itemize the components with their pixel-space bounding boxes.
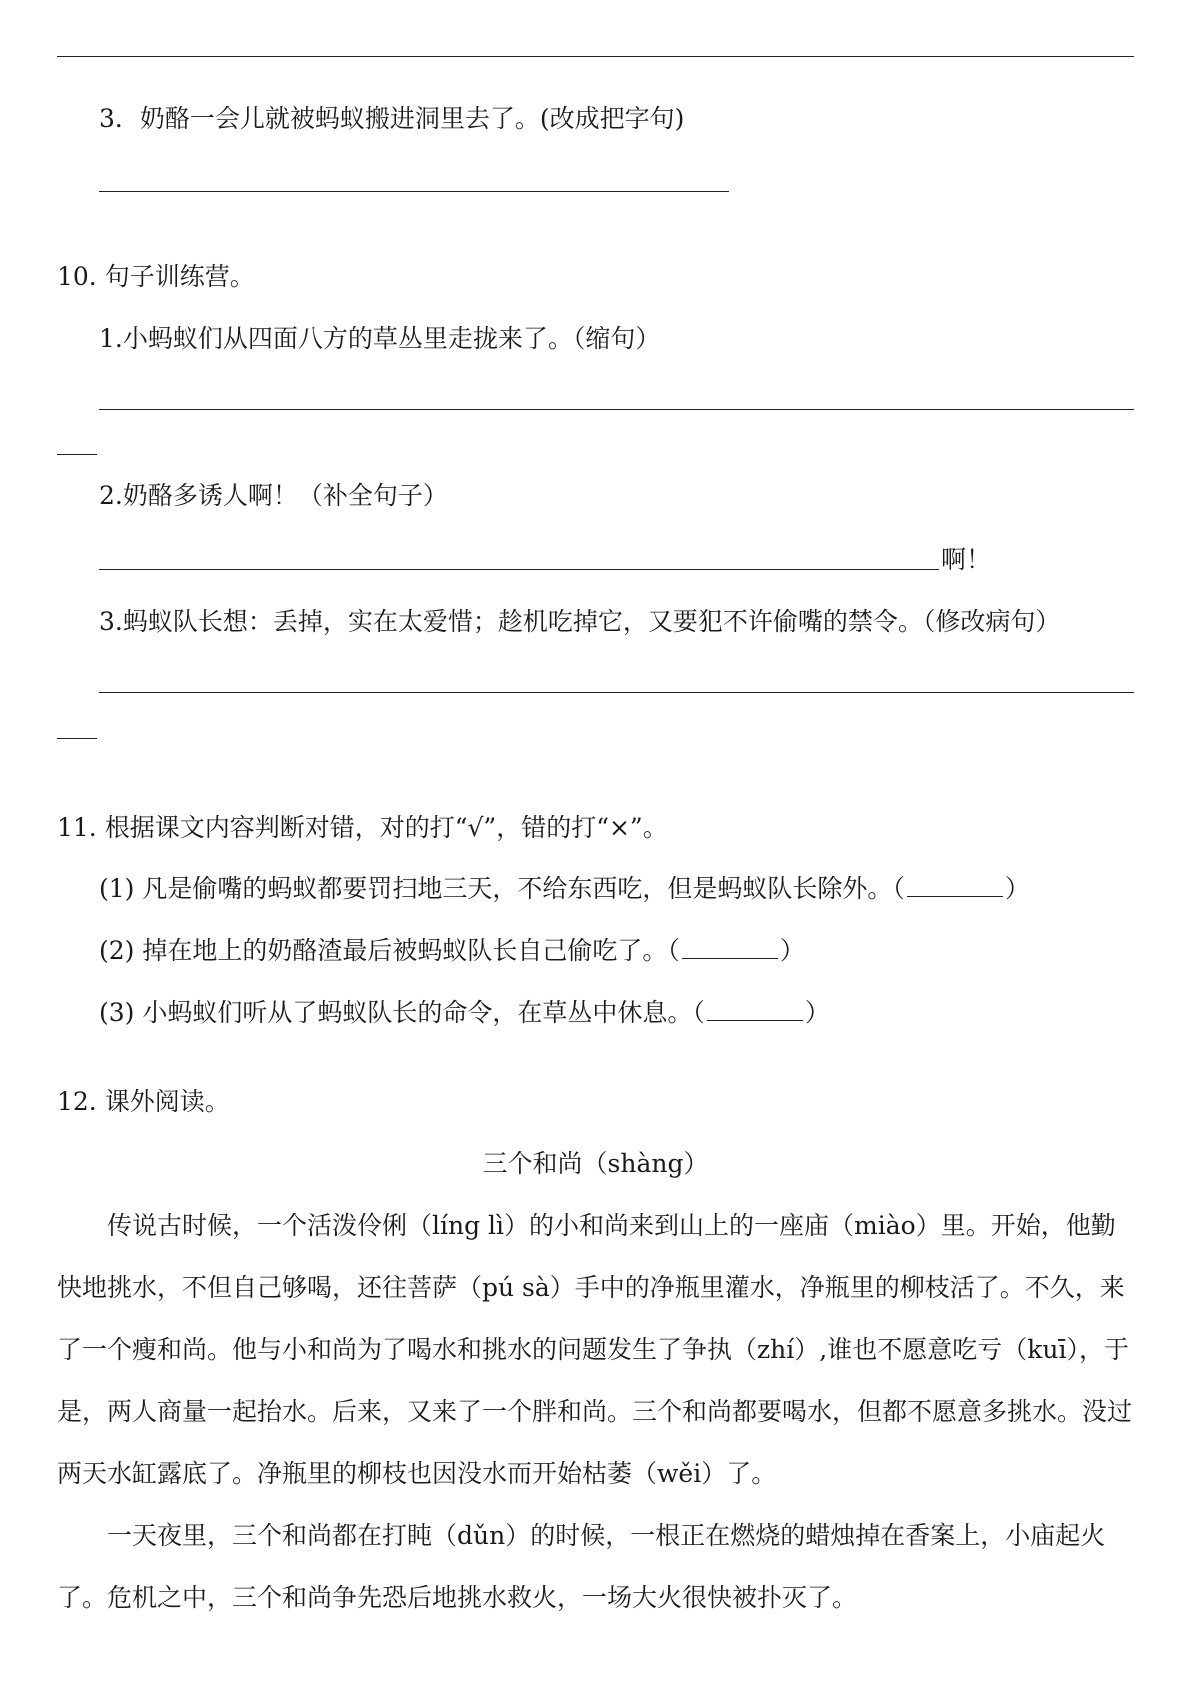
question-10-1: 1.小蚂蚁们从四面八方的草丛里走拢来了。（缩句）: [99, 324, 661, 353]
answer-line-10-1[interactable]: [99, 409, 1134, 410]
judge-item-text: (1) 凡是偷嘴的蚂蚁都要罚扫地三天，不给东西吃，但是蚂蚁队长除外。（: [99, 874, 905, 903]
judge-item-2: [99, 936, 805, 966]
judge-item-close: ）: [1004, 874, 1030, 903]
judge-answer-blank[interactable]: [707, 998, 803, 1021]
question-12-heading: 12. 课外阅读。: [57, 1087, 230, 1116]
question-11-heading: 11. 根据课文内容判断对错，对的打“√”，错的打“×”。: [57, 813, 668, 842]
question-10-2: 2.奶酪多诱人啊！（补全句子）: [99, 481, 448, 510]
passage-paragraph-2: 一天夜里，三个和尚都在打盹（dǔn）的时候，一根正在燃烧的蜡烛掉在香案上，小庙起火了。危机之中，三个和尚争先恐后地挑水救火，一场大火很快被扑灭了。: [57, 1521, 1106, 1612]
judge-item-text: (3) 小蚂蚁们听从了蚂蚁队长的命令，在草丛中休息。（: [99, 998, 705, 1027]
question-10-3: 3.蚂蚁队长想：丢掉，实在太爱惜；趁机吃掉它，又要犯不许偷嘴的禁令。（修改病句）: [99, 607, 1061, 636]
answer-line-10-3-tail[interactable]: [57, 738, 97, 739]
answer-line-9-3[interactable]: [99, 191, 729, 192]
judge-answer-blank[interactable]: [682, 936, 778, 959]
answer-line-10-3[interactable]: [99, 692, 1134, 693]
answer-line-10-2[interactable]: [99, 569, 939, 570]
judge-item-close: ）: [779, 936, 805, 965]
question-9-3: 3．奶酪一会儿就被蚂蚁搬进洞里去了。(改成把字句): [99, 104, 685, 133]
passage-title: 三个和尚（shàng）: [482, 1149, 709, 1178]
judge-item-3: [99, 998, 830, 1028]
question-10-2-suffix: 啊！: [941, 545, 992, 574]
passage-paragraph-1: 传说古时候，一个活泼伶俐（líng lì）的小和尚来到山上的一座庙（miào）里。开始，他勤快地挑水，不但自己够喝，还往菩萨（pú sà）手中的净瓶里灌水，净瓶里的柳枝活了。不久，来了一个瘦和尚。他与小和尚为了喝水和挑水的问题发生了争执（zhí）,谁也不愿意吃亏（kuī），于是，两人商量一起抬水。后来，又来了一个胖和尚。三个和尚都要喝水，但都不愿意多挑水。没过两天水缸露底了。净瓶里的柳枝也因没水而开始枯萎（wěi）了。: [57, 1211, 1133, 1488]
judge-item-1: [99, 874, 1030, 904]
judge-answer-blank[interactable]: [907, 874, 1003, 897]
judge-item-close: ）: [804, 998, 830, 1027]
judge-item-text: (2) 掉在地上的奶酪渣最后被蚂蚁队长自己偷吃了。（: [99, 936, 680, 965]
answer-line-10-1-tail[interactable]: [57, 454, 97, 455]
question-10-heading: 10. 句子训练营。: [57, 262, 255, 291]
answer-line-top[interactable]: [57, 56, 1134, 57]
